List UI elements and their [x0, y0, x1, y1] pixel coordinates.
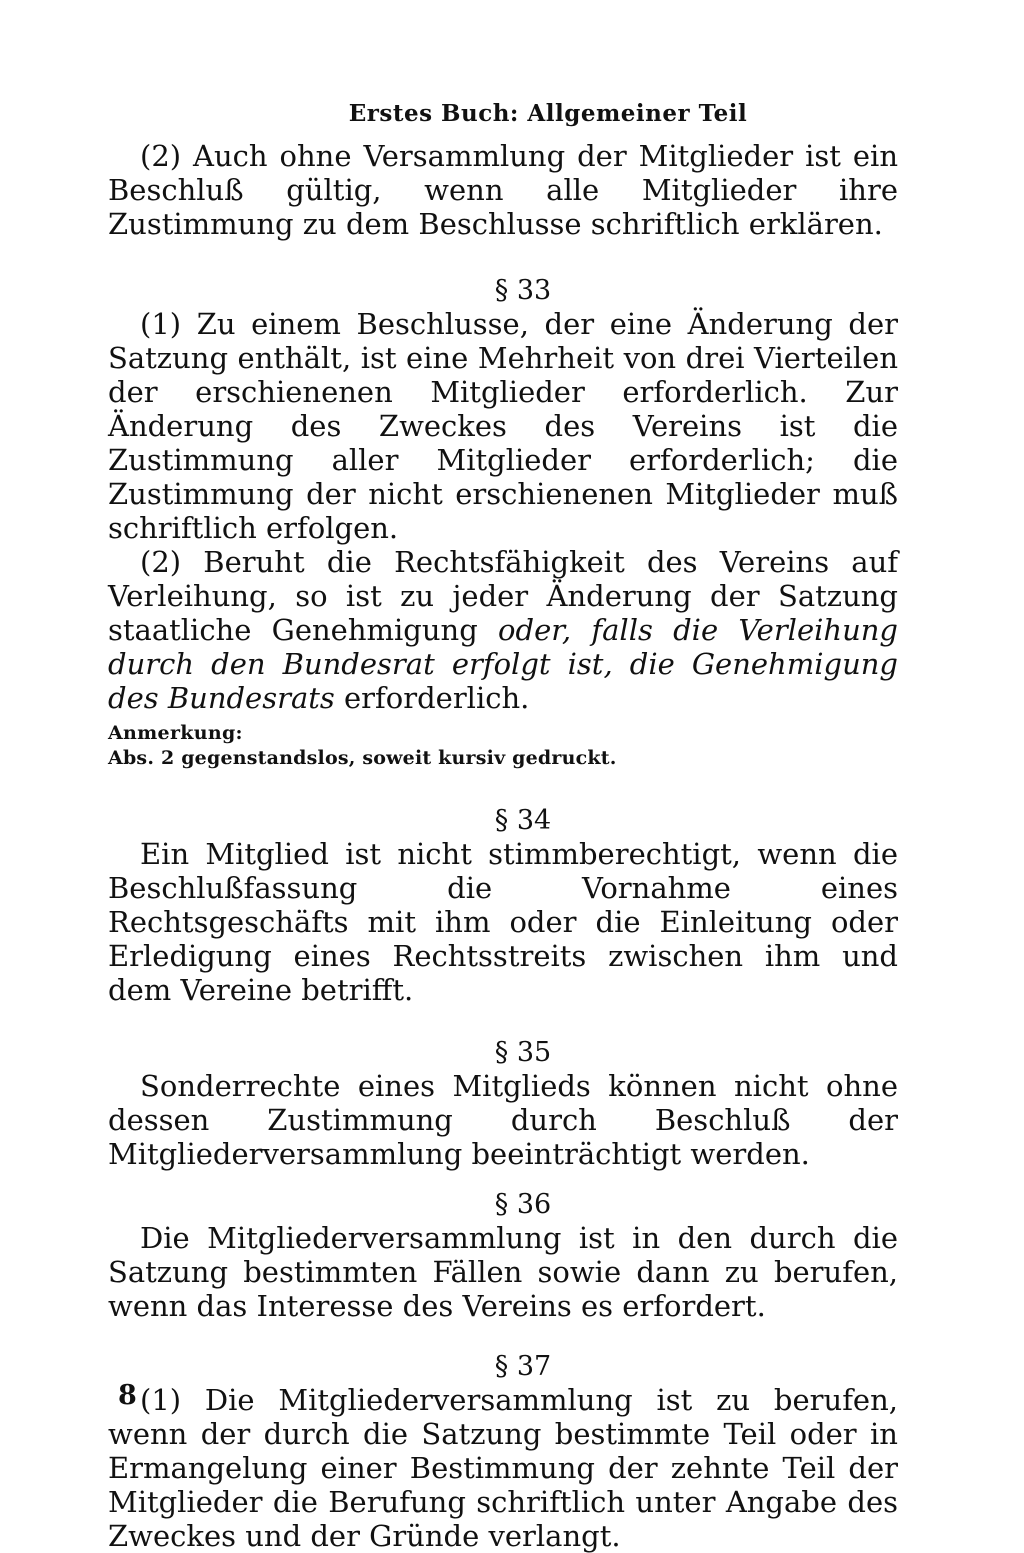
note-text: Abs. 2 gegenstandslos, soweit kursiv gedruckt. [108, 747, 617, 769]
paragraph-34: Ein Mitglied ist nicht stimmberechtigt, wenn die Beschlußfassung die Vornahme eines Rechtsgeschäfts mit ihm oder die Einleitung oder Erledigung eines Rechtsstreits zwischen ihm und dem Vereine betrifft. [108, 837, 898, 1007]
paragraph-33-1: (1) Zu einem Beschlusse, der eine Änderung der Satzung enthält, ist eine Mehrheit von drei Vierteilen der erschienenen Mitglieder erforderlich. Zur Änderung des Zweckes des Vereins ist die Zustimmung aller Mitglieder erforderlich; die Zustimmung der nicht erschienenen Mitglieder muß schriftlich erfolgen. [108, 307, 898, 545]
paragraph-35: Sonderrechte eines Mitglieds können nicht ohne dessen Zustimmung durch Beschluß der Mitgliederversammlung beeinträchtigt werden. [108, 1069, 898, 1171]
paragraph-33-2-end: erforderlich. [344, 681, 530, 715]
paragraph-37-1: (1) Die Mitgliederversammlung ist zu berufen, wenn der durch die Satzung bestimmte Teil oder in Ermangelung einer Bestimmung der zehnte Teil der Mitglieder die Berufung schriftlich unter Angabe des Zweckes und der Gründe verlangt. [108, 1383, 898, 1553]
paragraph-33-2 [108, 545, 898, 715]
section-heading-37: § 37 [494, 1351, 552, 1382]
section-heading-33: § 33 [494, 275, 552, 306]
section-heading-36: § 36 [494, 1189, 552, 1220]
book-page [108, 100, 898, 1553]
running-head: Erstes Buch: Allgemeiner Teil [348, 100, 748, 127]
section-heading-34: § 34 [494, 805, 552, 836]
section-heading-35: § 35 [494, 1037, 552, 1068]
paragraph-33-2-italic: oder, falls die Verleihung durch den Bundesrat erfolgt ist, die Genehmigung des Bundesrats [108, 613, 898, 715]
paragraph-32-2: (2) Auch ohne Versammlung der Mitglieder ist ein Beschluß gültig, wenn alle Mitglieder ihre Zustimmung zu dem Beschlusse schriftlich erklären. [108, 139, 898, 241]
note-label: Anmerkung: [108, 722, 243, 744]
paragraph-36: Die Mitgliederversammlung ist in den durch die Satzung bestimmten Fällen sowie dann zu berufen, wenn das Interesse des Vereins es erfordert. [108, 1221, 898, 1323]
paragraph-33-2-start: (2) Beruht die Rechtsfähigkeit des Vereins auf Verleihung, so ist zu jeder Änderung der Satzung staatliche Genehmigung [108, 545, 898, 647]
page-number: 8 [118, 1380, 137, 1411]
